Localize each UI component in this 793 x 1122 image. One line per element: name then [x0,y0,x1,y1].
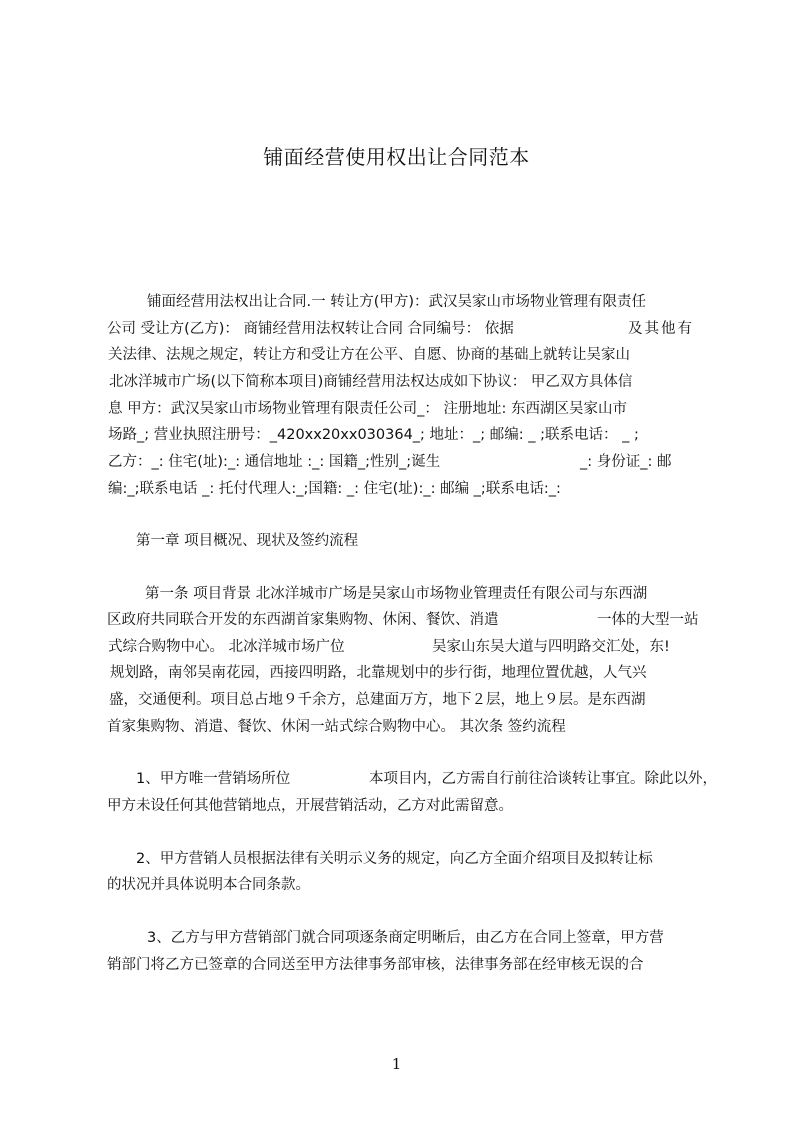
intro-line-6-text: 场路_; 营业执照注册号：_420xx20xx030364_; 地址：_; 邮编: _ ;联系电话： _ ; [108,427,639,443]
article-1-line-2-text-b: 一体的大型一站 [597,612,699,628]
article-1-line-1-text: 第一条 项目背景 北冰洋城市广场是吴家山市场物业管理责任有限公司与东西湖 [145,586,648,602]
intro-line-1-text: 铺面经营用法权出让合同.一 转让方(甲方)：武汉吴家山市场物业管理有限责任 [147,294,647,310]
intro-line-5-text: 息 甲方：武汉吴家山市场物业管理有限责任公司_： 注册地址: 东西湖区吴家山市 [108,401,627,417]
article-1-line-6-text: 首家集购物、消遣、餐饮、休闲一站式综合购物中心。 其次条 签约流程 [107,719,566,735]
article-1-line-3-text-b: 吴家山东吴大道与四明路交汇处，东! [432,639,670,655]
chapter-1-heading-text: 第一章 项目概况、现状及签约流程 [136,533,359,549]
intro-line-2-text-a: 公司 受让方(乙方)： 商铺经营用法权转让合同 合同编号： 依据 [107,321,514,337]
item-1-line-1-text-b: 本项目内，乙方需自行前往洽谈转让事宜。除此以外， [369,771,717,787]
article-1-line-5-text: 盛，交通便利。项目总占地９千余方，总建面万方，地下２层，地上９层。是东西湖 [109,692,646,708]
item-2-line-1-text: 2、甲方营销人员根据法律有关明示义务的规定，向乙方全面介绍项目及拟转让标 [136,851,653,867]
document-title: 铺面经营使用权出让合同范本 [263,145,530,169]
item-1-line-2-text: 甲方未设任何其他营销地点，开展营销活动，乙方对此需留意。 [107,798,513,814]
page-number: 1 [391,1055,402,1073]
intro-line-7-text-b: _: 身份证_: 邮 [580,454,672,470]
intro-line-2-text-b: 及其他有 [628,321,694,337]
article-1-line-3-text-a: 式综合购物中心。 北冰洋城市场广位 [108,639,345,655]
intro-line-3-text: 关法律、法规之规定，转让方和受让方在公平、自愿、协商的基础上就转让吴家山 [108,347,630,363]
intro-line-8-text: 编:_;联系电话 _: 托付代理人:_;国籍: _: 住宅(址):_: 邮编 _;联系电话:_: [108,481,561,497]
item-3-line-2-text: 销部门将乙方已签章的合同送至甲方法律事务部审核，法律事务部在经审核无误的合 [107,957,644,973]
article-1-line-4-text: 规划路，南邻吴南花园，西接四明路，北靠规划中的步行街，地理位置优越，人气兴 [110,665,647,681]
item-1-line-1-text-a: 1、甲方唯一营销场所位 [136,771,291,787]
intro-line-7-text-a: 乙方：_: 住宅(址):_: 通信地址 :_: 国籍_;性别_;诞生 [108,454,441,470]
article-1-line-2-text-a: 区政府共同联合开发的东西湖首家集购物、休闲、餐饮、消遣 [107,612,499,628]
intro-line-4-text: 北冰洋城市广场(以下简称本项目)商铺经营用法权达成如下协议： 甲乙双方具体信 [109,374,633,390]
item-3-line-1-text: 3、乙方与甲方营销部门就合同项逐条商定明晰后，由乙方在合同上签章，甲方营 [147,930,664,946]
item-2-line-2-text: 的状况并具体说明本合同条款。 [107,877,310,893]
